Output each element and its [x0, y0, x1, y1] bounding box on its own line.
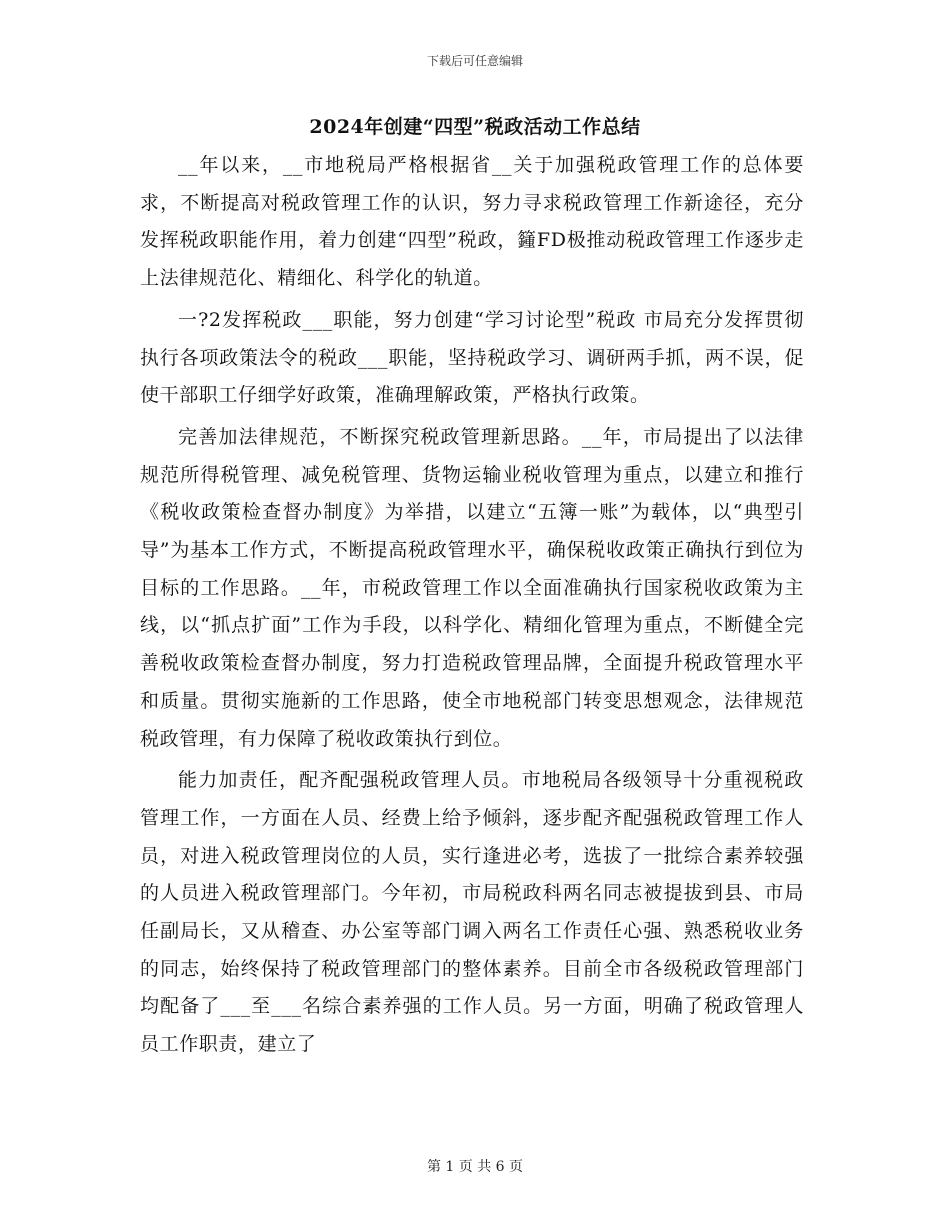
document-body	[140, 147, 804, 1064]
page-header-note: 下载后可任意编辑	[426, 54, 523, 68]
page-number: 第 1 页 共 6 页	[426, 1159, 524, 1175]
paragraph-staffing: 能力加责任，配齐配强税政管理人员。市地税局各级领导十分重视税政管理工作，一方面在人员、经费上给予倾斜，逐步配齐配强税政管理工作人员，对进入税政管理岗位的人员，实行逢进必考，选拔了一批综合素养较强的人员进入税政管理部门。今年初，市局税政科两名同志被提拔到县、市局任副局长，又从稽查、办公室等部门调入两名工作责任心强、熟悉税收业务的同志，始终保持了税政管理部门的整体素养。目前全市各级税政管理部门均配备了___至___名综合素养强的工作人员。另一方面，明确了税政管理人员工作职责，建立了	[140, 769, 804, 1056]
paragraph-section-one: 一?2发挥税政___职能，努力创建“学习讨论型”税政 市局充分发挥贯彻执行各项政策法令的税政___职能，坚持税政学习、调研两手抓，两不误，促使干部职工仔细学好政策，准确理解政策，严格执行政策。	[140, 308, 804, 407]
paragraph-legal-norms: 完善加法律规范，不断探究税政管理新思路。__年，市局提出了以法律规范所得税管理、减免税管理、货物运输业税收管理为重点，以建立和推行《税收政策检查督办制度》为举措，以建立“五簿一账”为载体，以“典型引导”为基本工作方式，不断提高税政管理水平，确保税收政策正确执行到位为目标的工作思路。__年，市税政管理工作以全面准确执行国家税收政策为主线，以“抓点扩面”工作为手段，以科学化、精细化管理为重点，不断健全完善税收政策检查督办制度，努力打造税政管理品牌，全面提升税政管理水平和质量。贯彻实施新的工作思路，使全市地税部门转变思想观念，法律规范税政管理，有力保障了税收政策执行到位。	[140, 425, 804, 750]
document-title: 2024年创建“四型”税政活动工作总结	[309, 116, 641, 138]
paragraph-intro: __年以来，__市地税局严格根据省__关于加强税政管理工作的总体要求，不断提高对税政管理工作的认识，努力寻求税政管理工作新途径，充分发挥税政职能作用，着力创建“四型”税政，籦FD极推动税政管理工作逐步走上法律规范化、精细化、科学化的轨道。	[140, 154, 804, 290]
